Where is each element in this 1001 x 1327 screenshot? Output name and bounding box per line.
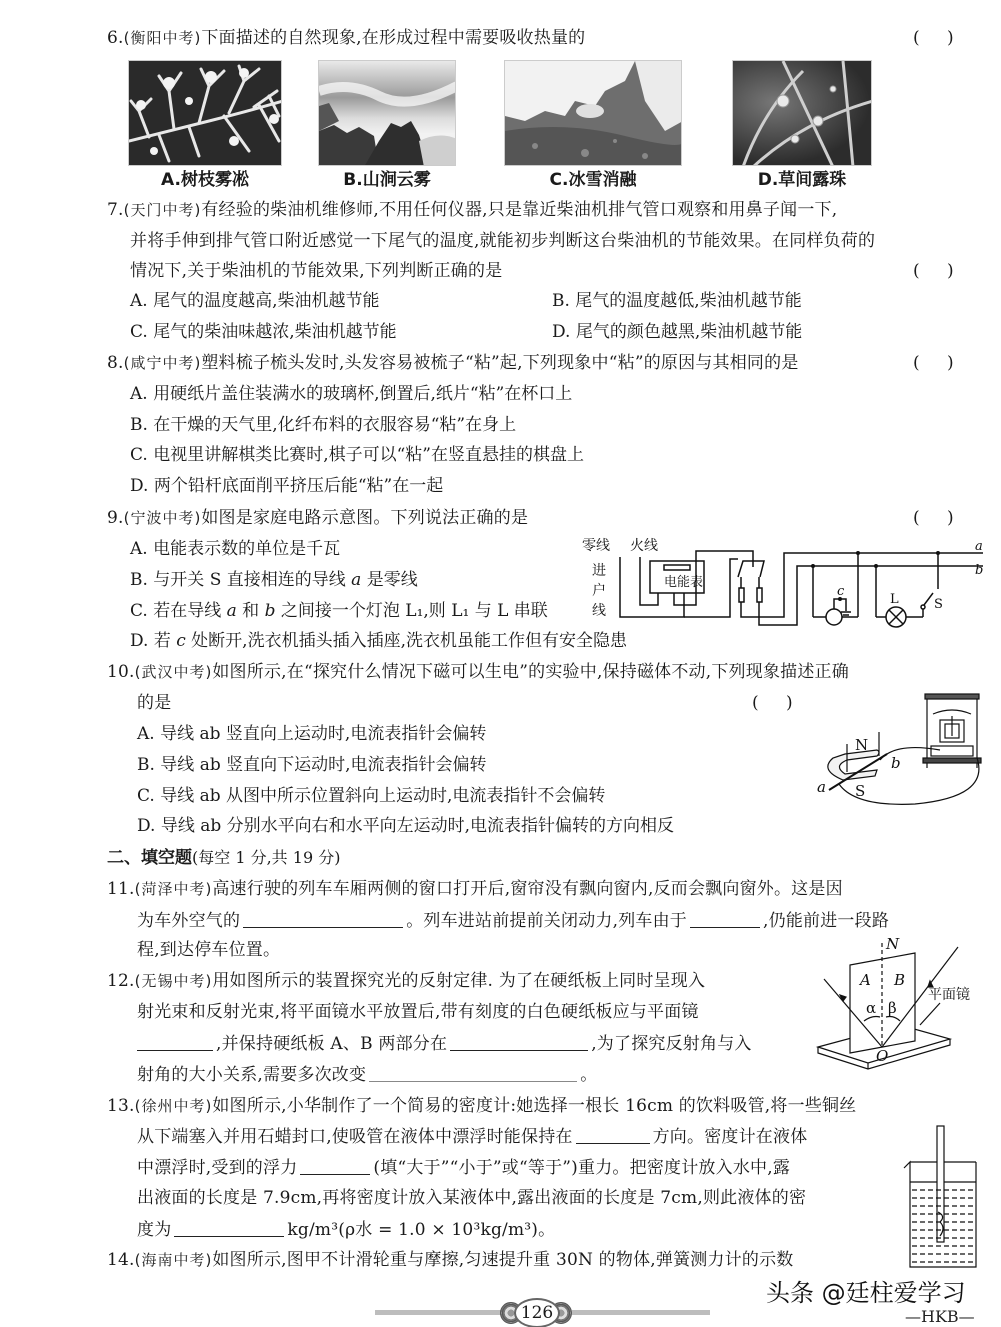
q13-text-2b: 方向。密度计在液体 — [652, 1127, 808, 1147]
q13-line-1 — [107, 1098, 856, 1115]
q10-option-b: B. 导线 ab 竖直向下运动时,电流表指针会偏转 — [137, 755, 487, 775]
q6-stem-line — [107, 30, 585, 47]
q9-source: (宁波中考) — [123, 509, 202, 527]
q12-blank-1[interactable] — [137, 1035, 213, 1051]
q9-option-d-text: D. 若 — [130, 631, 177, 651]
q10-source: (武汉中考) — [134, 663, 213, 681]
density-meter-diagram — [900, 1122, 980, 1272]
entry-label-2: 户 — [592, 583, 606, 599]
q11-blank-2[interactable] — [690, 912, 760, 928]
q11-text-2b: 。列车进站前提前关闭动力,列车由于 — [406, 911, 688, 931]
wire-end-b-label: b — [891, 754, 901, 772]
watermark-text: 头条 @廷柱爱学习 — [766, 1279, 966, 1307]
q14-number: 14. — [107, 1250, 135, 1270]
q6-option-c: C.冰雪消融 — [549, 170, 637, 190]
q8-option-d: D. 两个铅杆底面削平挤压后能“粘”在一起 — [130, 476, 444, 496]
point-c-label: c — [837, 584, 845, 599]
footer-rule-left — [375, 1310, 503, 1315]
q9-option-b-text-end: 是零线 — [361, 570, 418, 590]
q7-stem-line-2: 并将手伸到排气管口附近感觉一下尾气的温度,就能初步判断这台柴油机的节能效果。在同样负荷的 — [130, 231, 876, 251]
q9-option-c-text: C. 若在导线 — [130, 601, 227, 621]
q13-line-2 — [137, 1128, 807, 1146]
publisher-mark: —HKB— — [905, 1307, 975, 1326]
melting-snow-photo — [504, 60, 682, 166]
footer-rule-right — [572, 1310, 710, 1315]
q11-text-2a: 为车外空气的 — [137, 911, 241, 931]
section-scoring-note: (每空 1 分,共 19 分) — [192, 848, 341, 867]
q13-text-5a: 度为 — [137, 1220, 172, 1240]
q9-stem: 如图是家庭电路示意图。下列说法正确的是 — [201, 508, 529, 528]
section-title-text: 二、填空题 — [107, 848, 192, 868]
q9-number: 9. — [107, 508, 124, 528]
live-wire-label: 火线 — [630, 538, 658, 554]
dew-on-grass-photo — [732, 60, 872, 166]
q7-stem-1: 有经验的柴油机维修师,不用任何仪器,只是靠近柴油机排气管口观察和用鼻子闻一下, — [201, 200, 838, 220]
wire-a-label: a — [975, 539, 983, 554]
q6-option-b: B.山涧云雾 — [343, 170, 431, 190]
energy-meter-label: 电能表 — [664, 575, 704, 590]
incidence-point-label: O — [876, 1047, 889, 1065]
switch-label: S — [934, 597, 943, 612]
incidence-angle-label: α — [866, 999, 877, 1017]
q12-number: 12. — [107, 971, 135, 991]
q10-stem-1: 如图所示,在“探究什么情况下磁可以生电”的实验中,保持磁体不动,下列现象描述正确 — [212, 662, 849, 682]
q9-option-c — [130, 603, 548, 620]
q11-text-2c: ,仍能前进一段路 — [763, 911, 890, 931]
q13-blank-1[interactable] — [576, 1128, 650, 1144]
q9-option-c-var-a: a — [226, 601, 237, 621]
q9-option-b-text: B. 与开关 S 直接相连的导线 — [130, 570, 352, 590]
south-pole-label: S — [855, 782, 866, 800]
lamp-label: L — [890, 592, 899, 607]
q8-answer-paren: ( ) — [913, 353, 954, 373]
q8-source: (咸宁中考) — [123, 354, 202, 372]
q8-stem: 塑料梳子梳头发时,头发容易被梳子“粘”起,下列现象中“粘”的原因与其相同的是 — [201, 353, 799, 373]
q12-source: (无锡中考) — [134, 972, 213, 990]
q13-number: 13. — [107, 1096, 135, 1116]
q10-option-a: A. 导线 ab 竖直向上运动时,电流表指针会偏转 — [137, 724, 487, 744]
q6-number: 6. — [107, 28, 124, 48]
q14-line-1 — [107, 1252, 793, 1269]
q11-line-3: 程,到达停车位置。 — [137, 940, 281, 960]
q13-source: (徐州中考) — [134, 1097, 213, 1115]
q13-text-3b: (填“大于”“小于”或“等于”)重力。把密度计放入水中,露 — [373, 1158, 791, 1178]
plane-mirror-label: 平面镜 — [928, 987, 970, 1003]
q12-line-1 — [107, 973, 705, 990]
entry-label-3: 线 — [592, 603, 606, 619]
q8-number: 8. — [107, 353, 124, 373]
q10-answer-paren: ( ) — [752, 693, 793, 713]
q6-source: (衡阳中考) — [123, 29, 202, 47]
q13-blank-3[interactable] — [174, 1221, 284, 1237]
q12-text-3b: ,为了探究反射角与入 — [591, 1034, 752, 1054]
q12-line-3 — [137, 1035, 752, 1053]
mountain-mist-photo — [318, 60, 456, 166]
q11-blank-1[interactable] — [243, 912, 403, 928]
q12-line-2: 射光束和反射光束,将平面镜水平放置后,带有刻度的白色硬纸板应与平面镜 — [137, 1002, 699, 1022]
q10-option-d: D. 导线 ab 分别水平向右和水平向左运动时,电流表指针偏转的方向相反 — [137, 816, 675, 836]
q12-blank-2[interactable] — [450, 1035, 588, 1051]
wire-end-a-label: a — [817, 778, 826, 796]
q6-answer-paren: ( ) — [913, 28, 954, 48]
q12-text-4a: 射角的大小关系,需要多次改变 — [137, 1065, 367, 1085]
q12-text-1: 用如图所示的装置探究光的反射定律. 为了在硬纸板上同时呈现入 — [212, 971, 706, 991]
q9-option-c-text-end: 之间接一个灯泡 L₁,则 L₁ 与 L 串联 — [275, 601, 548, 621]
q7-stem-line-3: 情况下,关于柴油机的节能效果,下列判断正确的是 — [130, 261, 503, 281]
q7-number: 7. — [107, 200, 124, 220]
q11-number: 11. — [107, 879, 135, 899]
reflection-angle-label: β — [888, 999, 897, 1017]
q8-option-a: A. 用硬纸片盖住装满水的玻璃杯,倒置后,纸片“粘”在杯口上 — [130, 384, 573, 404]
household-circuit-diagram — [578, 533, 988, 653]
q13-line-5 — [137, 1221, 555, 1239]
q12-text-3a: ,并保持硬纸板 A、B 两部分在 — [216, 1034, 448, 1054]
q8-option-b: B. 在干燥的天气里,化纤布料的衣服容易“粘”在身上 — [130, 415, 517, 435]
q8-option-c: C. 电视里讲解棋类比赛时,棋子可以“粘”在竖直悬挂的棋盘上 — [130, 445, 584, 465]
q11-text-1: 高速行驶的列车车厢两侧的窗口打开后,窗帘没有飘向窗内,反而会飘向窗外。这是因 — [212, 879, 843, 899]
wire-b-label: b — [975, 563, 984, 578]
q13-blank-2[interactable] — [300, 1159, 370, 1175]
q13-text-3a: 中漂浮时,受到的浮力 — [137, 1158, 298, 1178]
north-pole-label: N — [855, 736, 869, 754]
board-a-label: A — [860, 971, 871, 989]
q6-stem: 下面描述的自然现象,在形成过程中需要吸收热量的 — [201, 28, 586, 48]
q9-option-b-var: a — [351, 570, 362, 590]
q13-text-1: 如图所示,小华制作了一个简易的密度计:她选择一根长 16cm 的饮料吸管,将一些铜丝 — [212, 1096, 857, 1116]
q13-line-3 — [137, 1159, 790, 1177]
q7-option-a: A. 尾气的温度越高,柴油机越节能 — [130, 291, 380, 311]
q9-option-c-var-b: b — [264, 601, 276, 621]
q13-line-4: 出液面的长度是 7.9cm,再将密度计放入某液体中,露出液面的长度是 7cm,则此液体的密 — [137, 1188, 807, 1208]
q9-option-d-text-end: 处断开,洗衣机插头插入插座,洗衣机虽能工作但有安全隐患 — [185, 631, 627, 651]
q9-stem-line — [107, 510, 528, 527]
q10-number: 10. — [107, 662, 135, 682]
q9-option-b — [130, 572, 418, 589]
q13-text-5b: kg/m³(ρ水 = 1.0 × 10³kg/m³)。 — [287, 1220, 556, 1240]
q10-stem-line-1 — [107, 664, 849, 681]
q6-option-d: D.草间露珠 — [757, 170, 847, 190]
q10-stem-line-2: 的是 — [137, 693, 172, 713]
q11-line-1 — [107, 881, 843, 898]
section-fill-in-blank-title — [107, 850, 340, 867]
q12-line-4 — [137, 1066, 597, 1084]
entry-label-1: 进 — [592, 563, 606, 579]
light-reflection-diagram — [800, 935, 995, 1075]
q7-stem-line-1 — [107, 202, 837, 219]
q7-source: (天门中考) — [123, 201, 202, 219]
q7-option-d: D. 尾气的颜色越黑,柴油机越节能 — [552, 322, 803, 342]
q10-option-c: C. 导线 ab 从图中所示位置斜向上运动时,电流表指针不会偏转 — [137, 786, 606, 806]
q9-option-a: A. 电能表示数的单位是千瓦 — [130, 539, 341, 559]
q12-blank-3[interactable] — [369, 1066, 577, 1082]
q9-option-c-text-mid: 和 — [236, 601, 265, 621]
electromagnetic-induction-diagram — [815, 692, 995, 807]
q11-line-2 — [137, 912, 889, 930]
normal-label: N — [886, 935, 900, 953]
q14-text-1: 如图所示,图甲不计滑轮重与摩擦,匀速提升重 30N 的物体,弹簧测力计的示数 — [212, 1250, 794, 1270]
q11-source: (菏泽中考) — [134, 880, 213, 898]
q7-option-c: C. 尾气的柴油味越浓,柴油机越节能 — [130, 322, 397, 342]
q9-option-d-var: c — [176, 631, 186, 651]
board-b-label: B — [894, 971, 906, 989]
page-number: 126 — [514, 1298, 560, 1327]
frost-on-branches-photo — [128, 60, 282, 166]
q12-text-4b: 。 — [580, 1065, 598, 1085]
q13-text-2a: 从下端塞入并用石蜡封口,使吸管在液体中漂浮时能保持在 — [137, 1127, 573, 1147]
q14-source: (海南中考) — [134, 1251, 213, 1269]
q8-stem-line — [107, 355, 799, 372]
q9-answer-paren: ( ) — [913, 508, 954, 528]
q9-option-d — [130, 633, 627, 650]
q7-answer-paren: ( ) — [913, 261, 954, 281]
q6-option-a: A.树枝雾凇 — [161, 170, 249, 190]
q7-option-b: B. 尾气的温度越低,柴油机越节能 — [552, 291, 802, 311]
neutral-wire-label: 零线 — [582, 538, 610, 554]
